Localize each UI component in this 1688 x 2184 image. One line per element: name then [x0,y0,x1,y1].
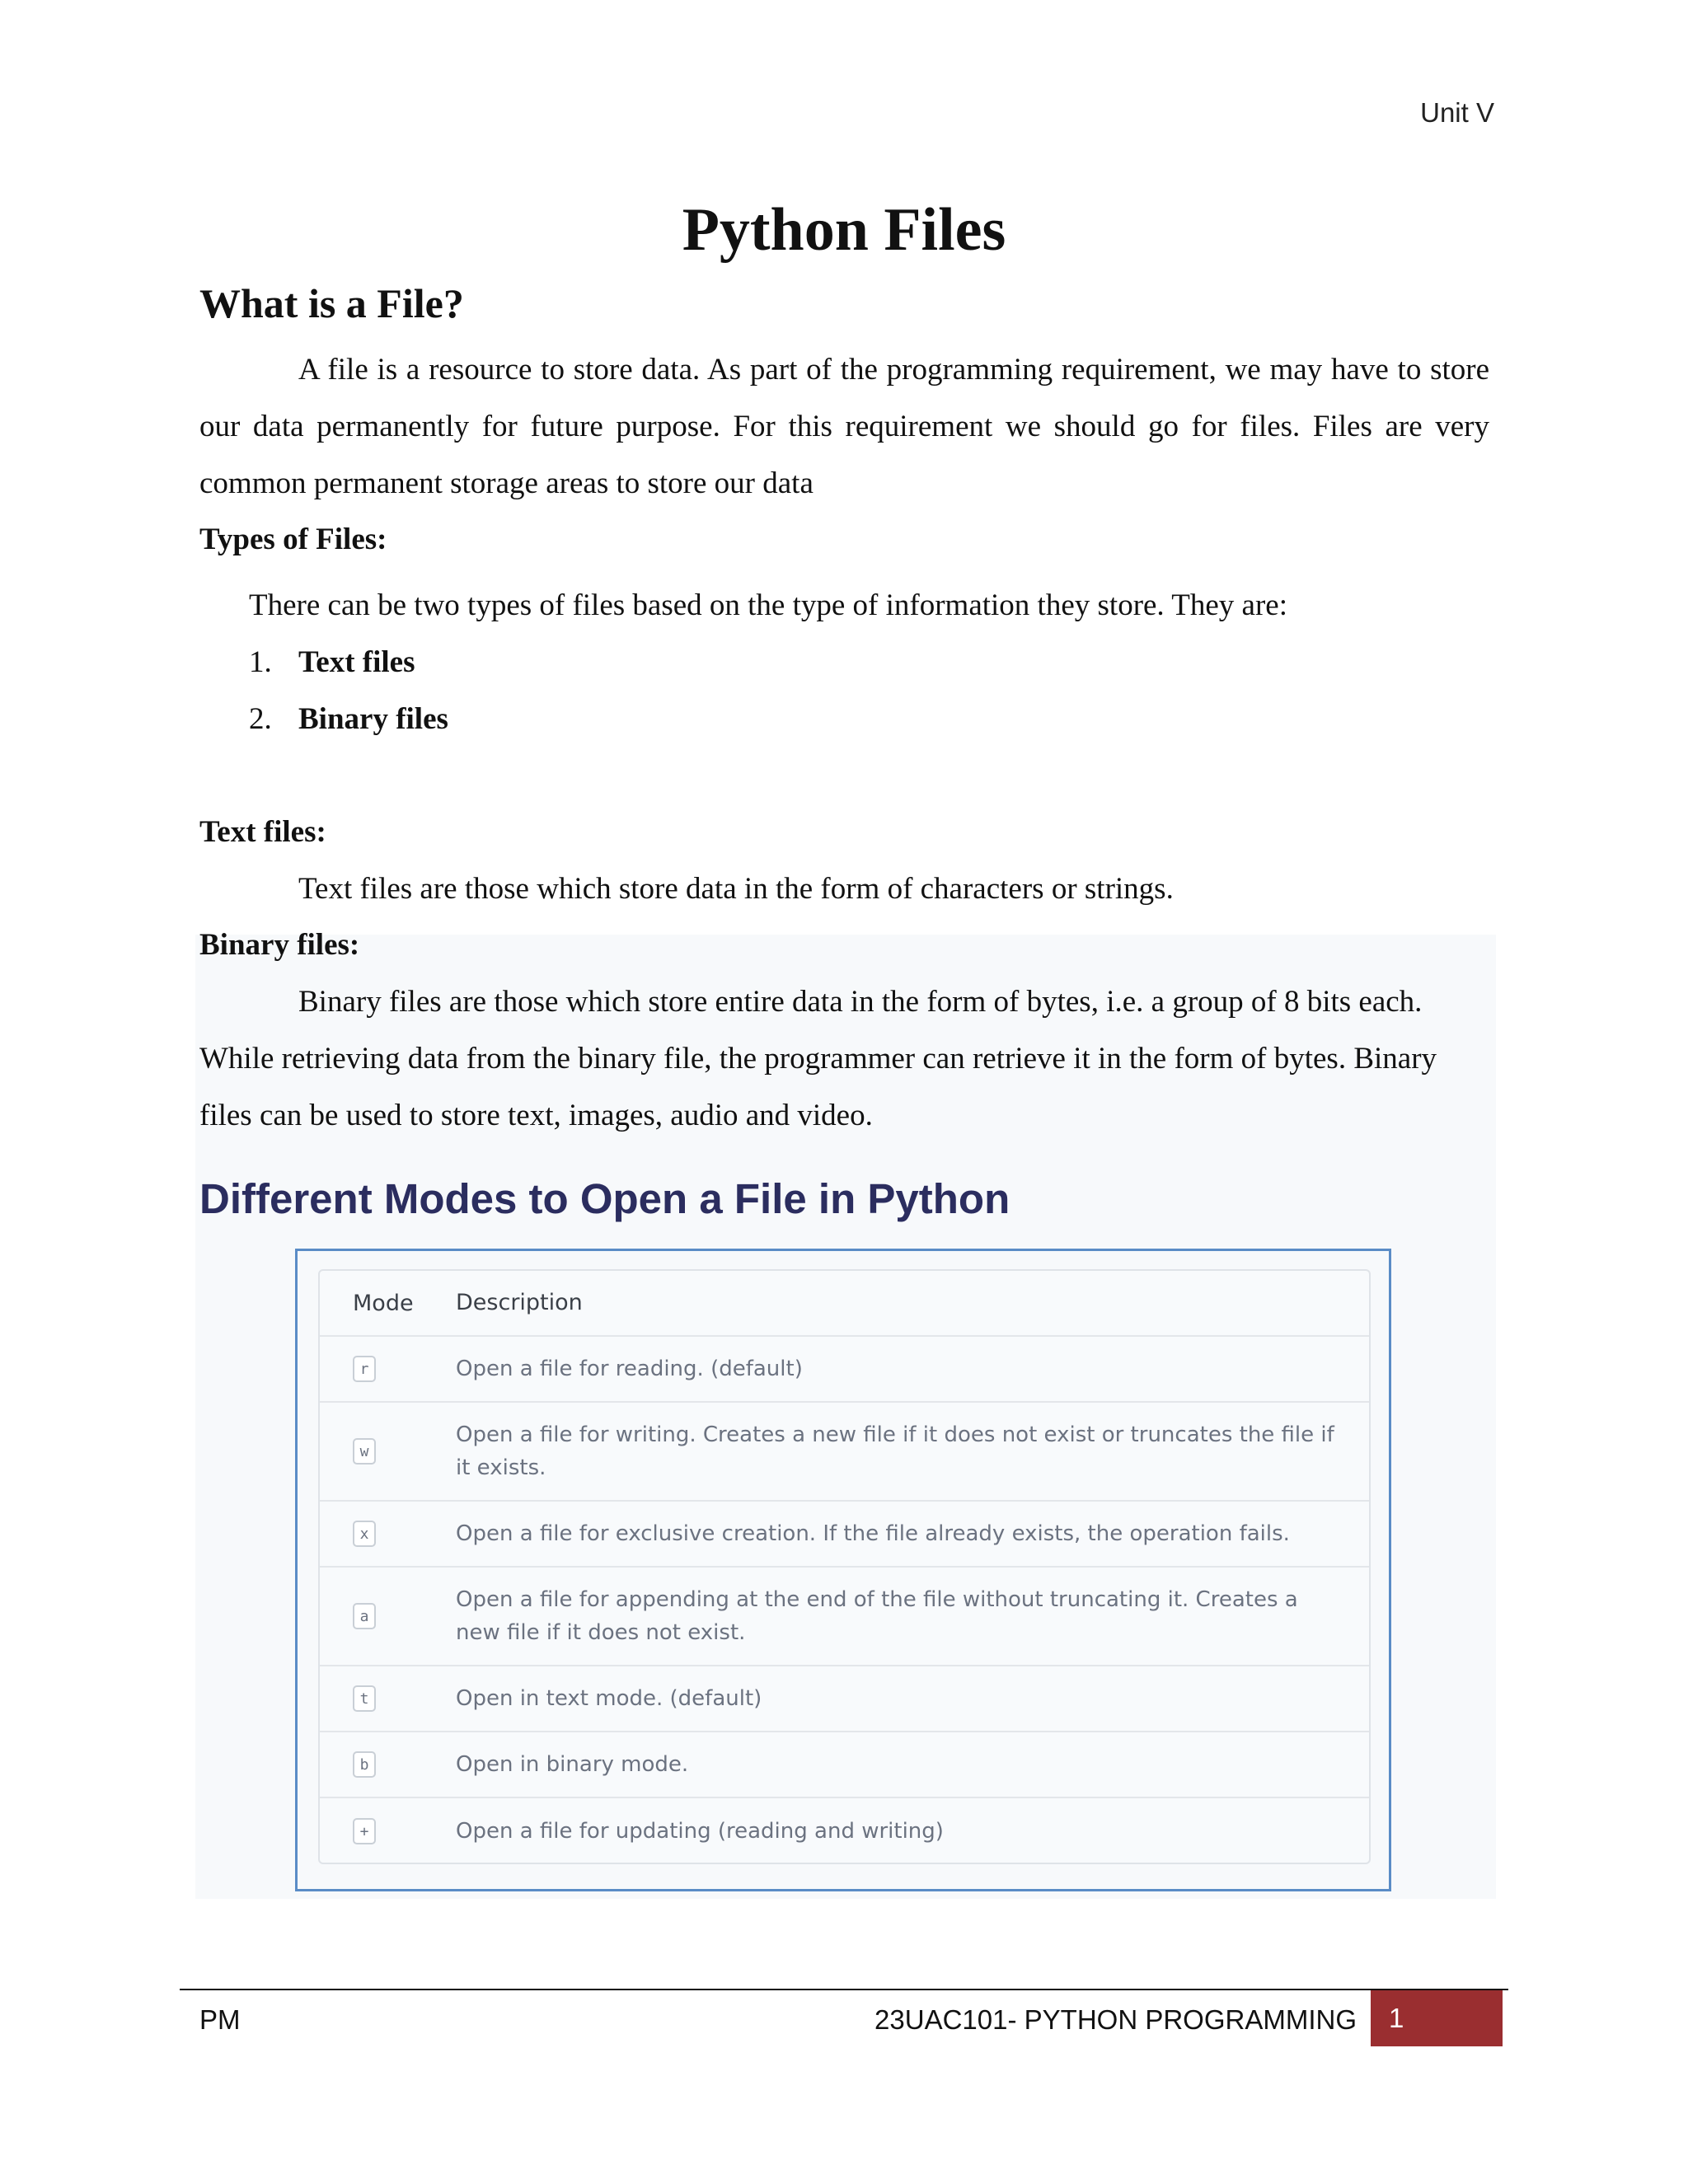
mode-badge: w [353,1438,376,1465]
modes-table-image [295,1249,1391,1891]
table-row [320,1732,1369,1798]
heading-types-of-files: Types of Files: [199,523,387,556]
list-item [249,701,448,738]
heading-file-modes: Different Modes to Open a File in Python [199,1175,1010,1222]
paragraph-types-intro: There can be two types of files based on the type of information they store. They are: [249,588,1287,622]
mode-description: Open a file for updating (reading and writing) [456,1819,944,1844]
mode-badge: b [353,1751,376,1778]
column-header-description: Description [456,1290,583,1315]
table-row [320,1337,1369,1403]
table-header-row [320,1271,1369,1337]
heading-binary-files: Binary files: [199,928,360,962]
list-number: 1. [249,645,272,679]
footer-divider [180,1989,1508,1990]
mode-description: Open in binary mode. [456,1752,689,1777]
mode-badge: t [353,1685,376,1712]
modes-table [318,1269,1371,1864]
heading-text-files: Text files: [199,815,326,849]
unit-label: Unit V [1420,97,1494,128]
table-row [320,1568,1369,1666]
heading-what-is-file: What is a File? [199,280,464,326]
mode-badge: x [353,1521,376,1547]
paragraph-what-is-file: A file is a resource to store data. As part of the programming requirement, we may have to store our data permanently for future purpose. For this requirement we should go for files. Files are very common permanent storage areas to store our data [199,353,1489,500]
paragraph-text-files: Text files are those which store data in the form of characters or strings. [298,872,1174,906]
table-row [320,1403,1369,1502]
mode-description: Open in text mode. (default) [456,1686,762,1711]
list-number: 2. [249,702,272,736]
column-header-mode: Mode [353,1290,414,1316]
list-item [249,644,415,681]
table-row [320,1798,1369,1864]
footer-author: PM [199,2004,241,2035]
mode-description: Open a file for appending at the end of the file without truncating it. Creates a new file if it does not exist. [456,1587,1298,1645]
paragraph-binary-files: Binary files are those which store entire data in the form of bytes, i.e. a group of 8 bits each. While retrieving data from the binary file, the programmer can retrieve it in the form of bytes. Binary files can be used to store text, images, audio and video. [199,985,1437,1132]
page-title: Python Files [682,196,1006,264]
mode-description: Open a file for reading. (default) [456,1357,803,1381]
footer-page-number: 1 [1371,1990,1503,2046]
mode-badge: a [353,1603,376,1629]
mode-description: Open a file for writing. Creates a new file if it does not exist or truncates the file if it exists. [456,1422,1334,1480]
mode-badge: + [353,1818,376,1844]
table-row [320,1502,1369,1568]
mode-badge: r [353,1356,376,1382]
list-label-binary-files: Binary files [298,702,448,736]
mode-description: Open a file for exclusive creation. If the file already exists, the operation fails. [456,1521,1290,1546]
footer-course-title: 23UAC101- PYTHON PROGRAMMING [874,2004,1357,2035]
list-label-text-files: Text files [298,645,415,679]
table-row [320,1666,1369,1732]
